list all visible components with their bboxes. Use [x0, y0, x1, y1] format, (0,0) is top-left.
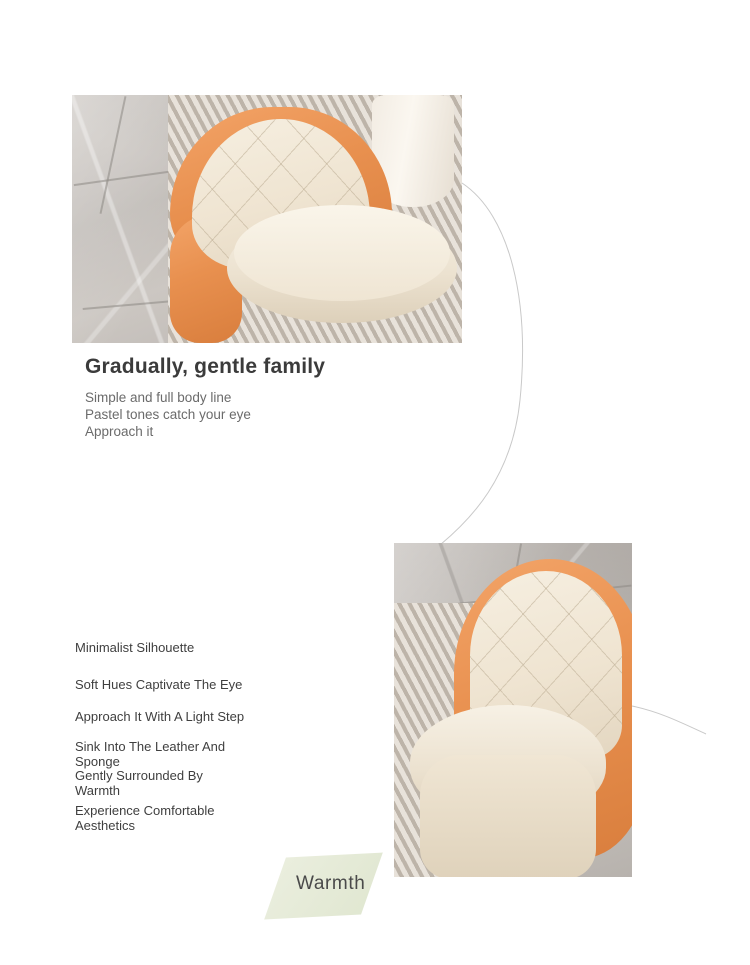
subtitle-line-2: Pastel tones catch your eye	[85, 407, 251, 422]
chair-photo-top	[72, 95, 462, 343]
chair-seat-top	[234, 205, 450, 301]
subtitle-line-3: Approach it	[85, 424, 154, 439]
feature-item-4: Sink Into The Leather And Sponge	[75, 739, 226, 769]
feature-item-2: Soft Hues Captivate The Eye	[75, 677, 243, 692]
feature-item-3: Approach It With A Light Step	[75, 709, 245, 724]
subtitle-block	[85, 389, 251, 440]
chair-base	[420, 755, 596, 877]
feature-item-5: Gently Surrounded By Warmth	[75, 768, 203, 798]
feature-item-1: Minimalist Silhouette	[75, 640, 195, 655]
feature-item-6: Experience Comfortable Aesthetics	[75, 803, 215, 833]
page-title: Gradually, gentle family	[85, 355, 326, 378]
chair-illustration	[122, 105, 412, 343]
warmth-label: Warmth	[296, 873, 366, 894]
chair-illustration	[424, 555, 632, 877]
chair-photo-bottom	[394, 543, 632, 877]
subtitle-line-1: Simple and full body line	[85, 390, 232, 405]
